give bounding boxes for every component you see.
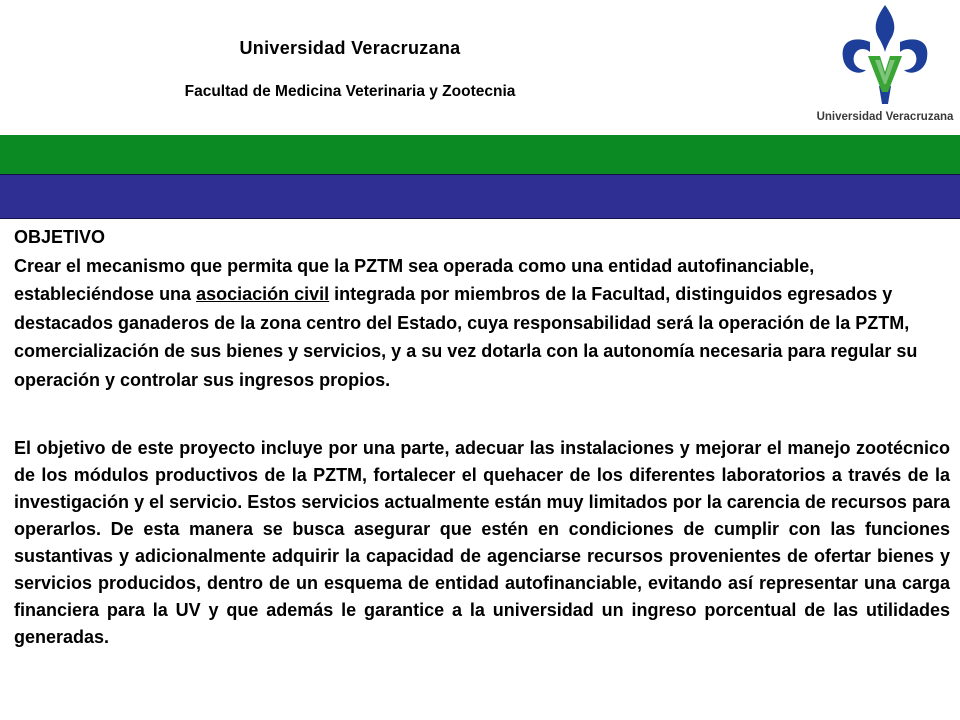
objective-heading: OBJETIVO (14, 227, 106, 247)
objective-text (14, 256, 917, 390)
page-title: Universidad Veracruzana (239, 38, 461, 58)
objective-text-start: Crear el mecanismo que permita que la PZTM sea operada como una entidad autofinanciable, estableciéndose una (14, 255, 815, 304)
project-paragraph: El objetivo de este proyecto incluye por una parte, adecuar las instalaciones y mejorar el manejo zootécnico de los módulos productivos de la PZTM, fortalecer el quehacer de los diferentes laboratorios a través de la investigación y el servicio. Estos servicios actualmente están muy limitados por la carencia de recursos para operarlos. De esta manera se busca asegurar que estén en condiciones de cumplir con las funciones sustantivas y adicionalmente adquirir la capacidad de agenciarse recursos provenientes de ofertar bienes y servicios producidos, dentro de un esquema de entidad autofinanciable, evitando así representar una carga financiera para la UV y que además le garantice a la universidad un ingreso porcentual de las utilidades generadas. (14, 438, 950, 647)
university-logo (810, 0, 960, 132)
page-subtitle: Facultad de Medicina Veterinaria y Zootecnia (184, 83, 516, 100)
objective-underlined-term: asociación civil (196, 284, 330, 304)
green-band (0, 135, 960, 174)
objective-block (14, 223, 944, 394)
blue-band (0, 174, 960, 219)
logo-caption: Universidad Veracruzana (816, 111, 954, 123)
objective-text-end: integrada por miembros de la Facultad, distinguidos egresados y destacados ganaderos de la zona centro del Estado, cuya responsabilidad será la operación de la PZTM, comercialización de sus bienes y servicios, y a su vez dotarla con la autonomía necesaria para regular su operación y controlar sus ingresos propios. (14, 284, 918, 390)
